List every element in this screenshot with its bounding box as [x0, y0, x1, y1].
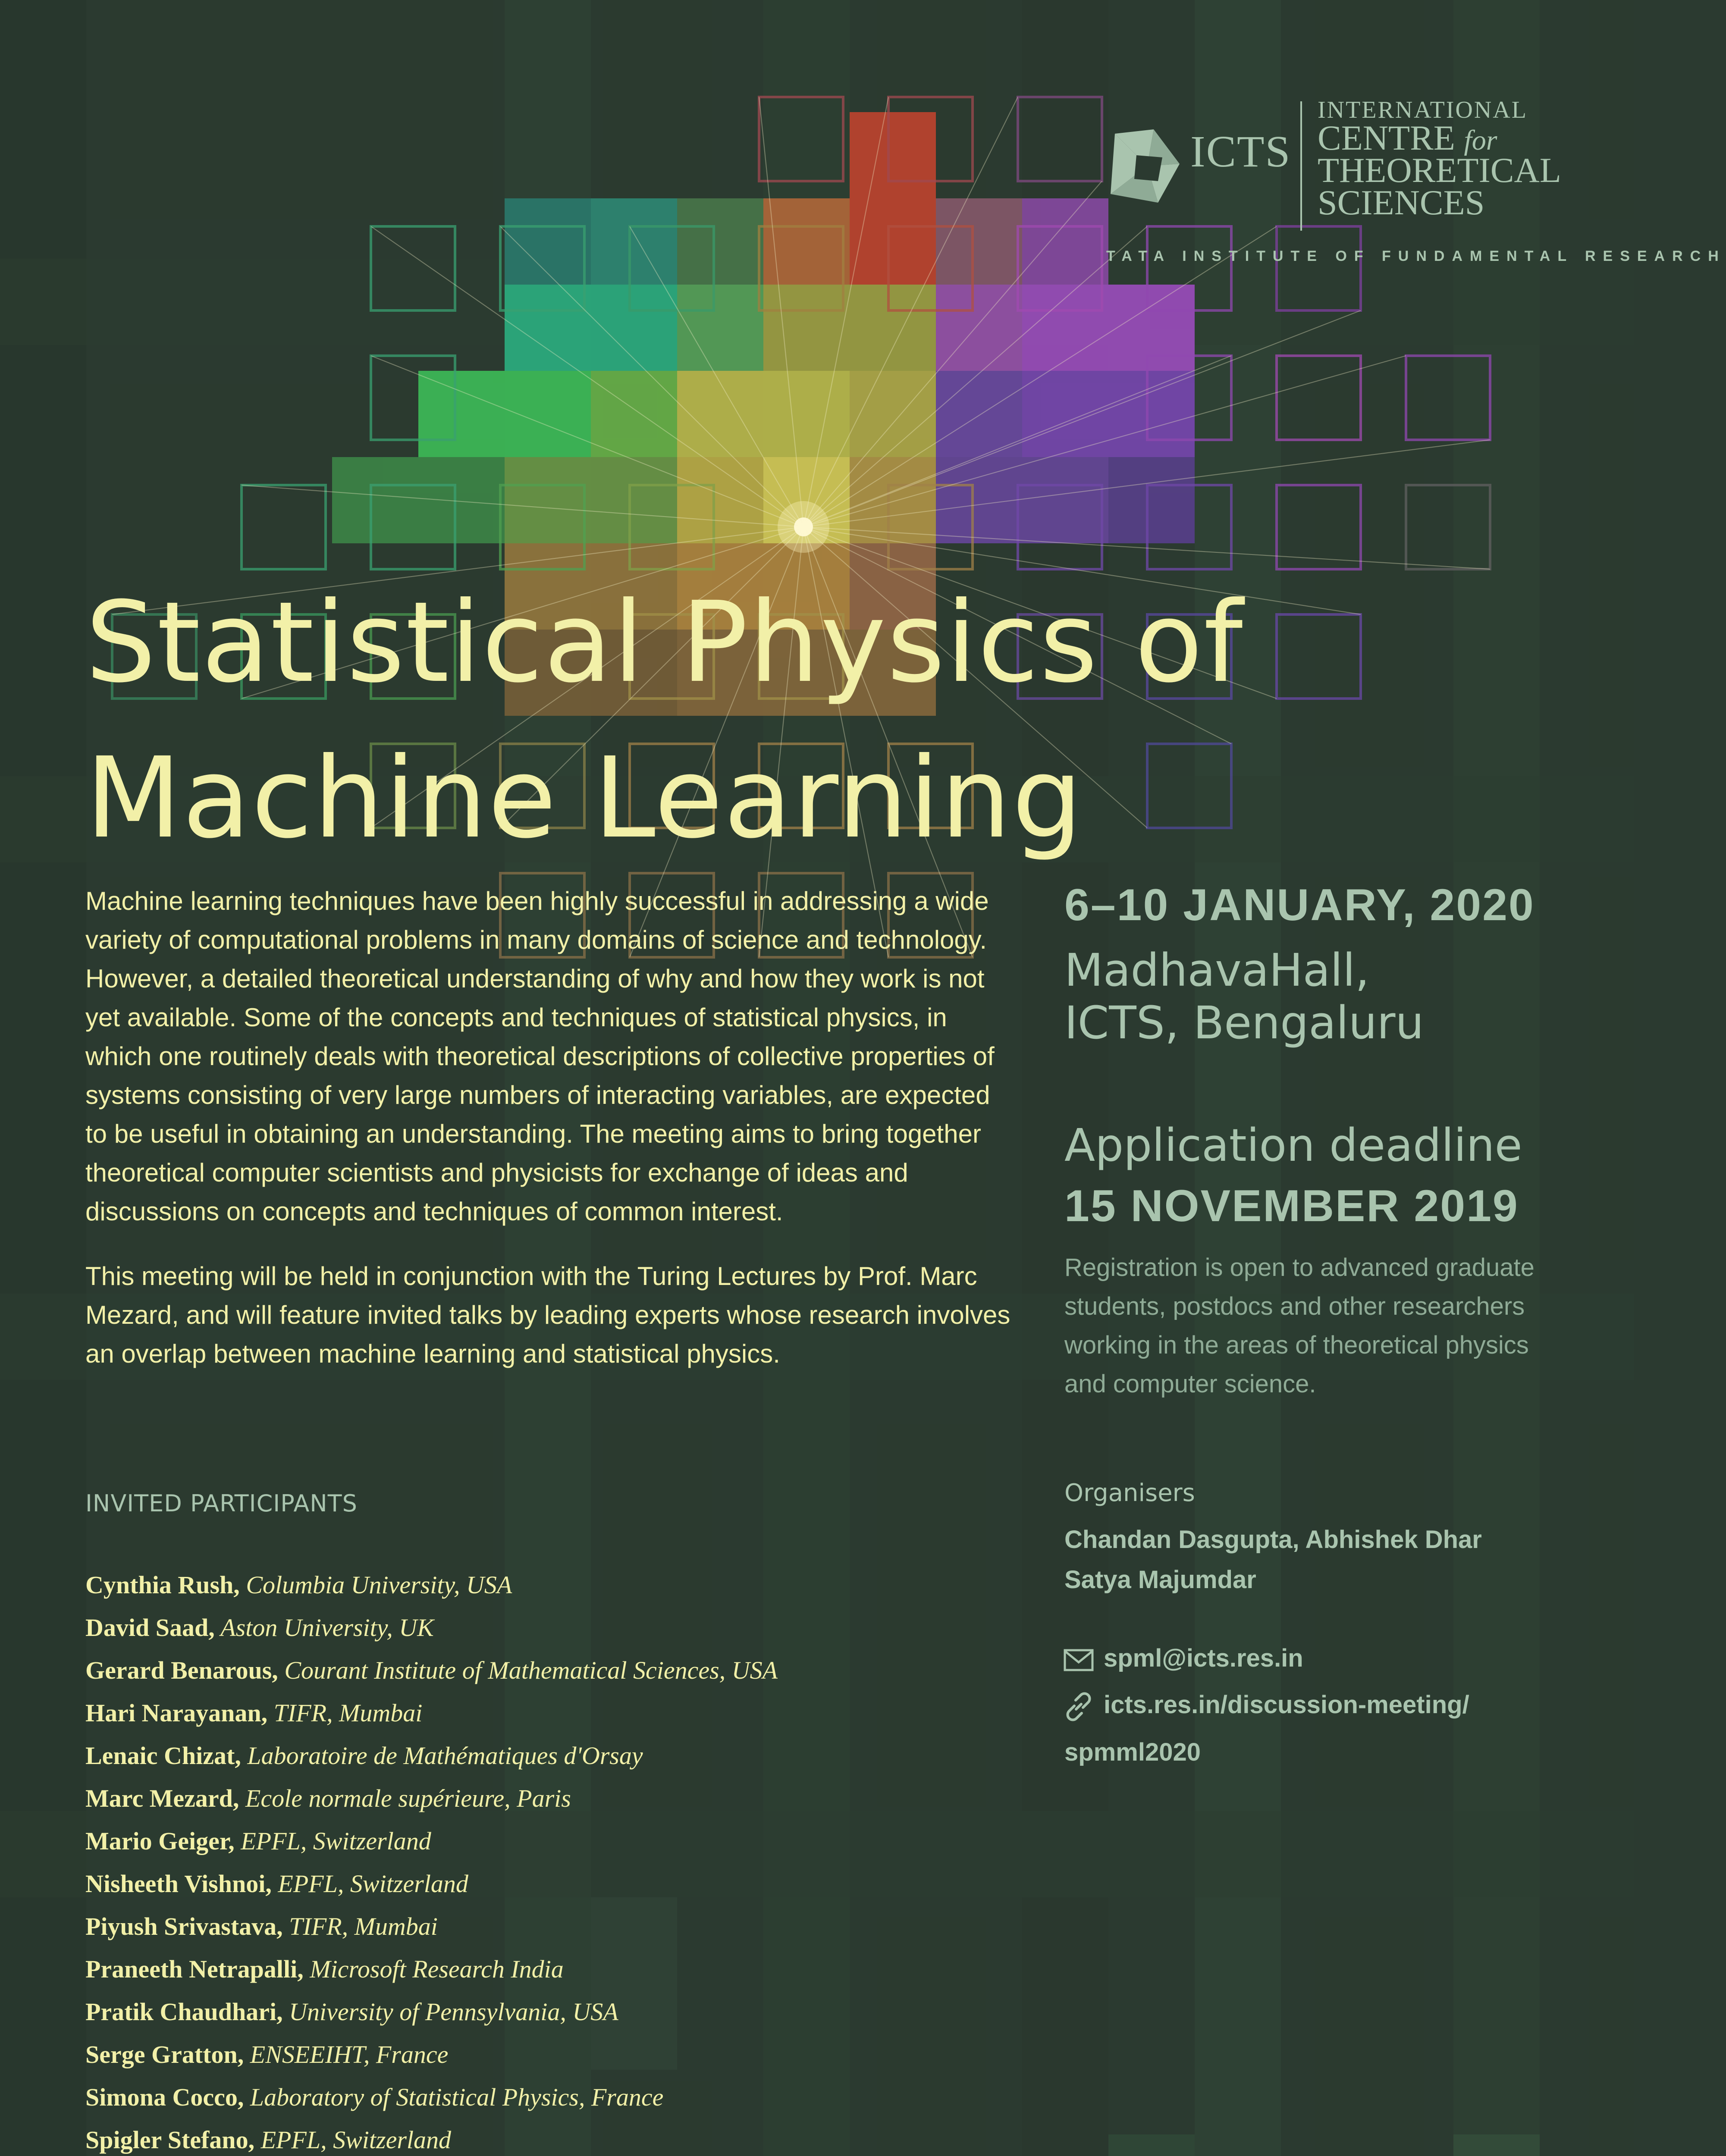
- participant-item: [85, 1570, 1077, 1613]
- participant-name: Cynthia Rush,: [85, 1571, 240, 1599]
- participant-name: Praneeth Netrapalli,: [85, 1955, 304, 1983]
- participant-item: [85, 2083, 1077, 2125]
- participant-item: [85, 1912, 1077, 1955]
- description: [85, 882, 1013, 1399]
- logo-name-line1: INTERNATIONAL: [1318, 97, 1528, 123]
- organisers-names: [1064, 1520, 1482, 1600]
- registration-info: Registration is open to advanced graduate students, postdocs and other researchers working in the areas of theoretical physics and computer science.: [1064, 1253, 1535, 1398]
- organisers-label: Organisers: [1064, 1479, 1195, 1507]
- participant-item: [85, 1741, 1077, 1784]
- participant-name: Hari Narayanan,: [85, 1699, 268, 1727]
- participant-affiliation: TIFR, Mumbai: [282, 1912, 438, 1940]
- contact-email[interactable]: [1063, 1644, 1303, 1673]
- participant-name: Lenaic Chizat,: [85, 1742, 241, 1770]
- participant-affiliation: TIFR, Mumbai: [267, 1699, 423, 1727]
- participant-affiliation: Aston University, UK: [214, 1614, 434, 1642]
- participants-heading: INVITED PARTICIPANTS: [85, 1490, 358, 1517]
- poster-title: [85, 565, 1336, 876]
- logo-parent-institute: TATA INSTITUTE OF FUNDAMENTAL RESEARCH: [1106, 248, 1726, 264]
- icts-logo: [1106, 97, 1726, 267]
- participant-name: Mario Geiger,: [85, 1827, 235, 1855]
- participant-item: [85, 1698, 1077, 1741]
- participant-affiliation: Microsoft Research India: [303, 1955, 564, 1983]
- participant-name: Nisheeth Vishnoi,: [85, 1870, 272, 1898]
- logo-name-line4: SCIENCES: [1318, 183, 1485, 222]
- participant-item: [85, 1827, 1077, 1869]
- participant-affiliation: Laboratoire de Mathématiques d'Orsay: [241, 1742, 643, 1770]
- website-link[interactable]: icts.res.in/discussion-meeting/: [1104, 1691, 1469, 1719]
- participant-name: David Saad,: [85, 1614, 215, 1642]
- participant-item: [85, 1656, 1077, 1698]
- participant-item: [85, 1955, 1077, 1997]
- participant-name: Pratik Chaudhari,: [85, 1998, 283, 2026]
- deadline-date: 15 NOVEMBER 2019: [1064, 1181, 1519, 1231]
- participant-affiliation: University of Pennsylvania, USA: [282, 1998, 618, 2026]
- event-dates: 6–10 JANUARY, 2020: [1064, 880, 1535, 930]
- link-icon: [1063, 1691, 1094, 1722]
- participant-affiliation: Columbia University, USA: [239, 1571, 512, 1599]
- participant-item: [85, 2125, 1077, 2156]
- participant-affiliation: Courant Institute of Mathematical Sciences, USA: [278, 1656, 778, 1684]
- icts-logo-mark-icon: [1106, 125, 1184, 207]
- description-paragraph-1: Machine learning techniques have been highly successful in addressing a wide variety of computational problems in many domains of science and technology. However, a detailed theoretical understanding of why and how they work is not yet available. Some of the concepts and techniques of statistical physics, in which one routinely deals with theoretical descriptions of collective properties of systems consisting of very large numbers of interacting variables, are expected to be useful in obtaining an understanding. The meeting aims to bring together theoretical computer scientists and physicists for exchange of ideas and discussions on concepts and techniques of common interest.: [85, 887, 995, 1226]
- participant-item: [85, 1869, 1077, 1912]
- logo-abbreviation: ICTS: [1190, 127, 1291, 176]
- website-link-continued[interactable]: spmml2020: [1064, 1738, 1201, 1766]
- organisers-line2: Satya Majumdar: [1064, 1565, 1256, 1594]
- participant-item: [85, 1784, 1077, 1827]
- email-link[interactable]: spml@icts.res.in: [1104, 1644, 1303, 1672]
- logo-institute-name: [1318, 97, 1561, 222]
- participants-list: [85, 1570, 1077, 2156]
- participant-name: Serge Gratton,: [85, 2040, 244, 2068]
- participant-affiliation: Laboratory of Statistical Physics, France: [244, 2083, 664, 2111]
- participant-name: Spigler Stefano,: [85, 2126, 255, 2154]
- venue-line1: MadhavaHall,: [1064, 944, 1370, 997]
- participant-name: Marc Mezard,: [85, 1784, 239, 1812]
- organisers-line1: Chandan Dasgupta, Abhishek Dhar: [1064, 1526, 1482, 1554]
- logo-name-line3: THEORETICAL: [1318, 150, 1561, 190]
- participant-affiliation: EPFL, Switzerland: [271, 1870, 468, 1898]
- participant-affiliation: EPFL, Switzerland: [254, 2126, 452, 2154]
- venue-line2: ICTS, Bengaluru: [1064, 996, 1424, 1049]
- deadline-label: Application deadline: [1064, 1119, 1522, 1172]
- description-paragraph-2: This meeting will be held in conjunction with the Turing Lectures by Prof. Marc Mezard, and will feature invited talks by leading experts whose research involves an overlap between machine learning and statistical physics.: [85, 1262, 1010, 1368]
- logo-divider: [1300, 101, 1302, 231]
- contact-website[interactable]: [1063, 1690, 1469, 1722]
- participant-item: [85, 2040, 1077, 2083]
- title-line1: Statistical Physics of: [85, 578, 1244, 707]
- event-venue: [1064, 944, 1424, 1049]
- participant-item: [85, 1613, 1077, 1656]
- participant-affiliation: EPFL, Switzerland: [234, 1827, 431, 1855]
- participant-name: Simona Cocco,: [85, 2083, 244, 2111]
- participant-affiliation: Ecole normale supérieure, Paris: [239, 1784, 571, 1812]
- participant-name: Gerard Benarous,: [85, 1656, 278, 1684]
- participant-affiliation: ENSEEIHT, France: [244, 2040, 449, 2068]
- logo-name-line2: CENTRE for: [1318, 118, 1497, 157]
- envelope-icon: [1063, 1648, 1094, 1672]
- participant-item: [85, 1997, 1077, 2040]
- participant-name: Piyush Srivastava,: [85, 1912, 283, 1940]
- title-line2: Machine Learning: [85, 733, 1084, 863]
